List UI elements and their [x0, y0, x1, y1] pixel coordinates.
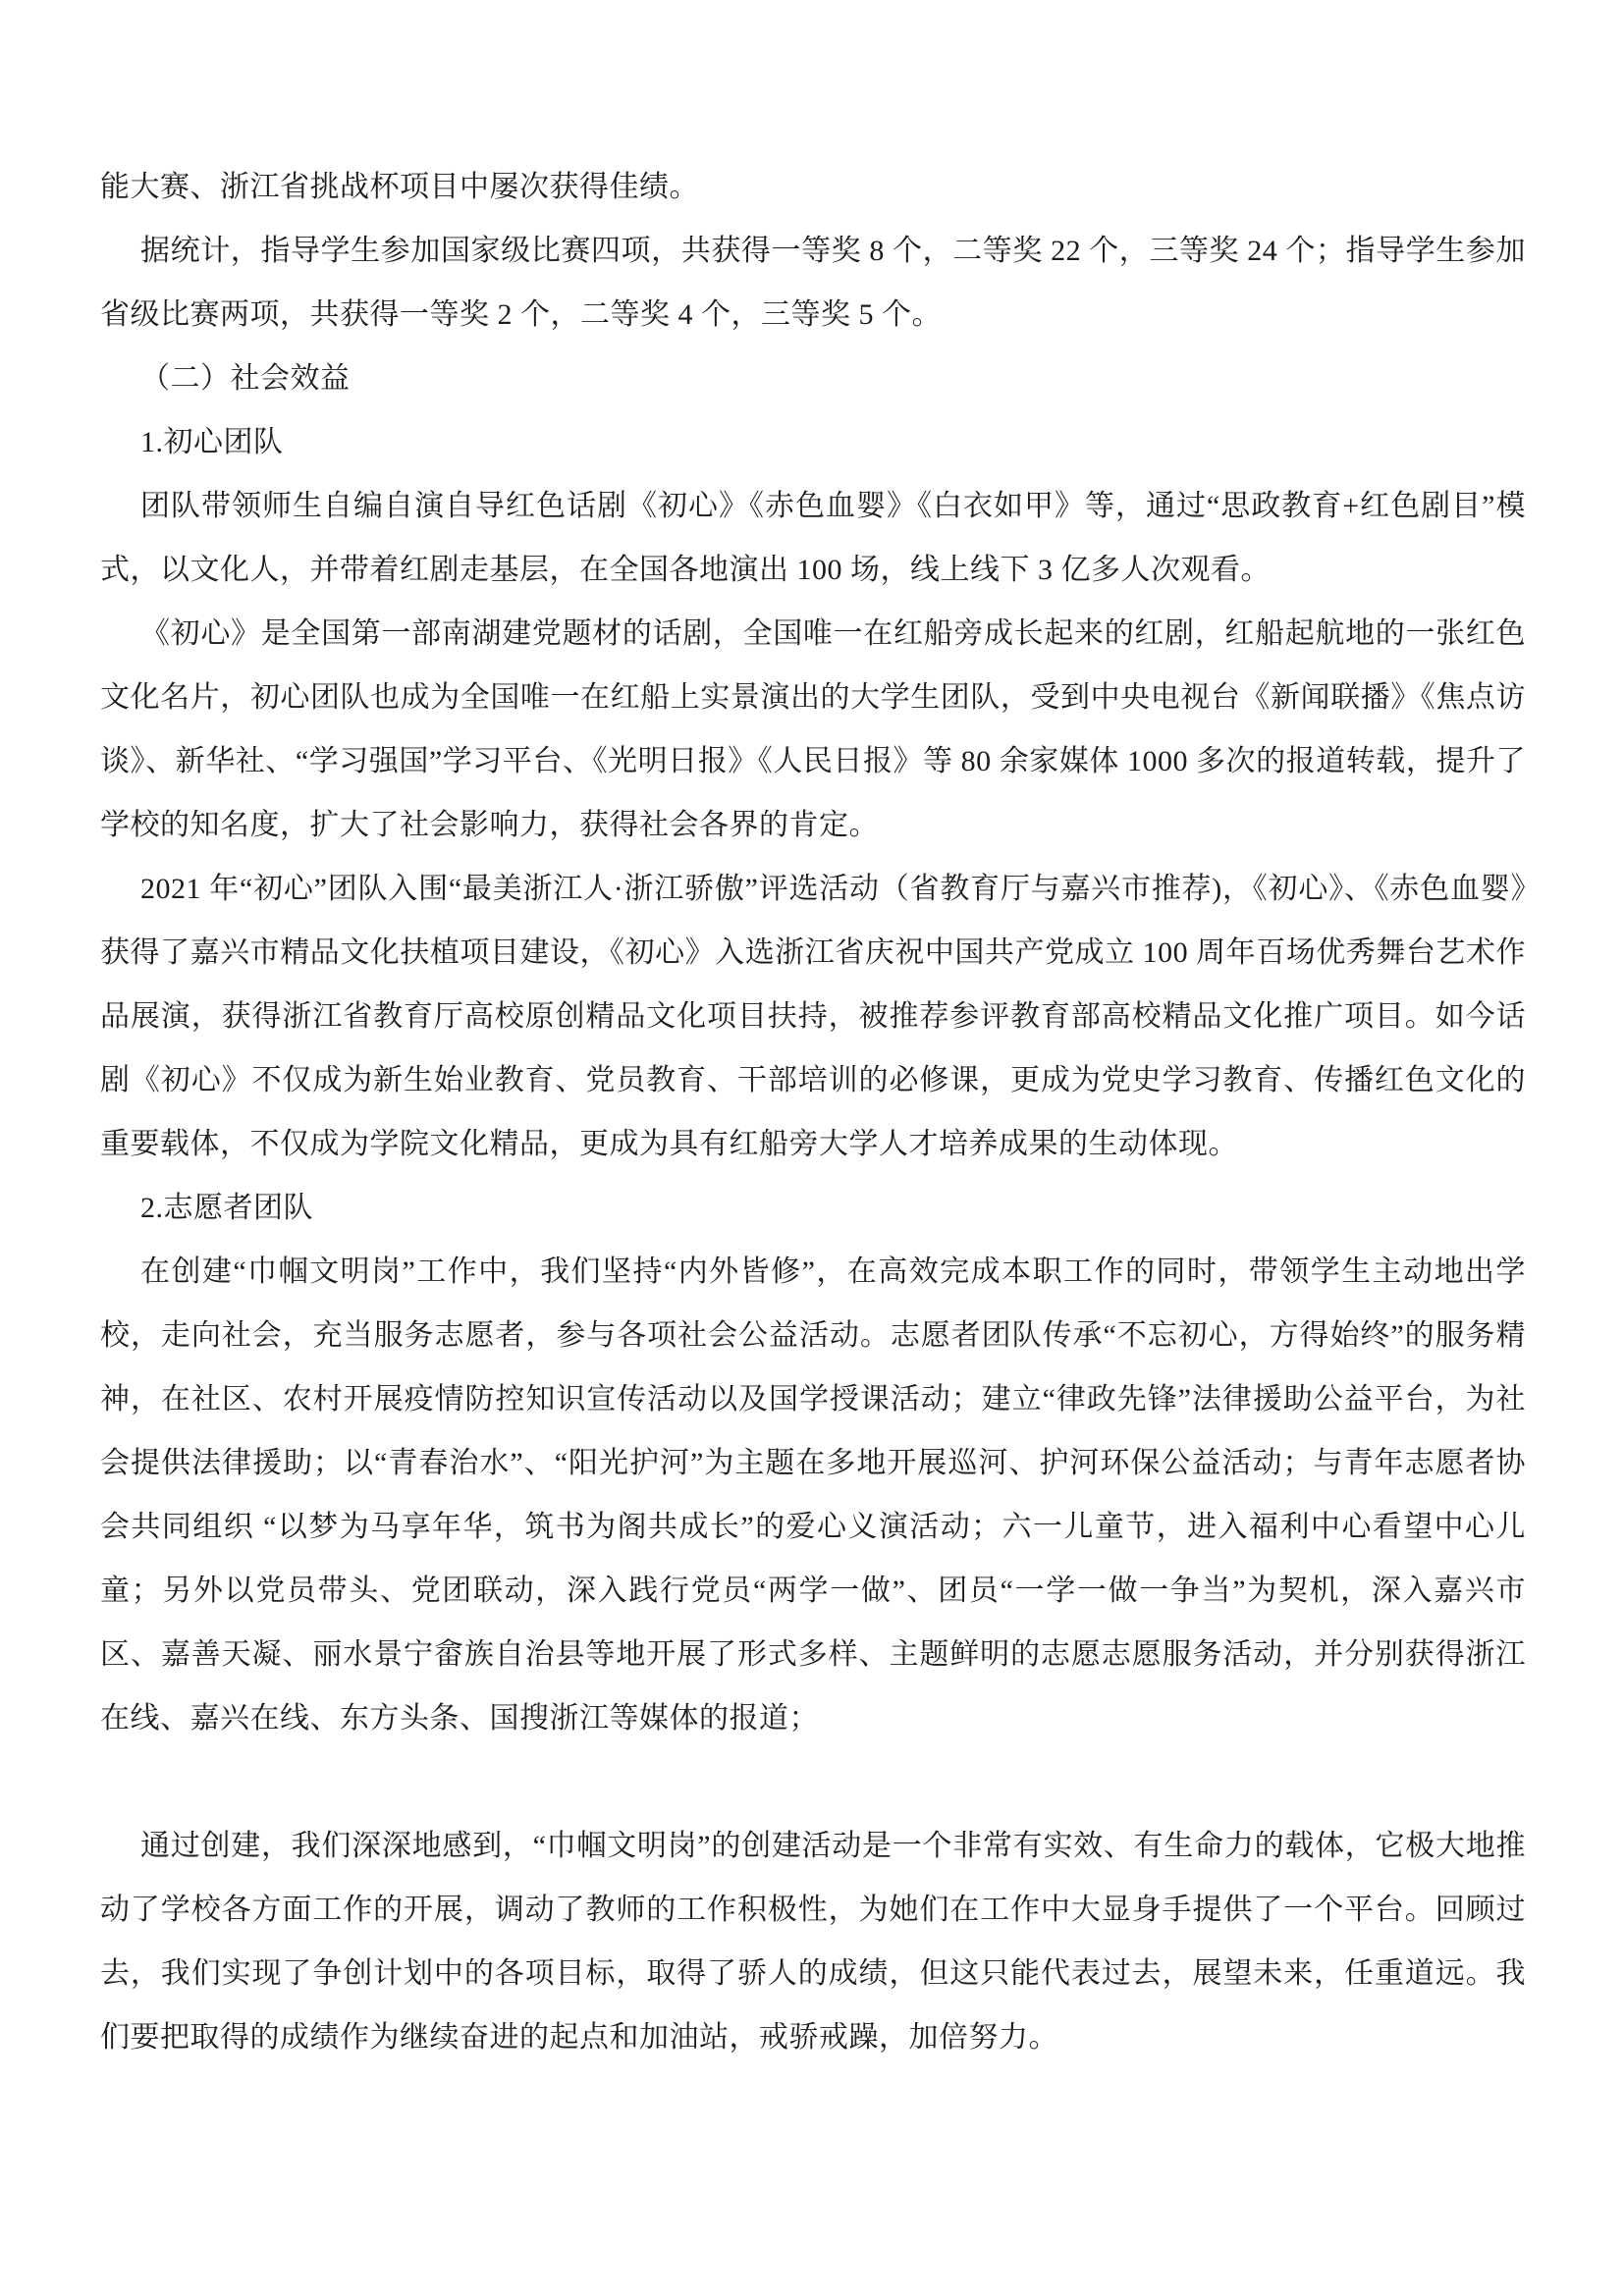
heading-chuxin-team: 1.初心团队: [140, 426, 284, 458]
document-body: [100, 155, 1526, 2069]
paragraph-chuxin-media-coverage: 《初心》是全国第一部南湖建党题材的话剧，全国唯一在红船旁成长起来的红剧，红船起航地的一张红色文化名片，初心团队也成为全国唯一在红船上实景演出的大学生团队，受到中央电视台《新闻联播》《焦点访谈》、新华社、“学习强国”学习平台、《光明日报》《人民日报》等 80 余家媒体 1000 多次的报道转载，提升了学校的知名度，扩大了社会影响力，获得社会各界的肯定。: [100, 617, 1526, 841]
paragraph-conclusion: 通过创建，我们深深地感到，“巾帼文明岗”的创建活动是一个非常有实效、有生命力的载体，它极大地推动了学校各方面工作的开展，调动了教师的工作积极性，为她们在工作中大显身手提供了一个平台。回顾过去，我们实现了争创计划中的各项目标，取得了骄人的成绩，但这只能代表过去，展望未来，任重道远。我们要把取得的成绩作为继续奋进的起点和加油站，戒骄戒躁，加倍努力。: [100, 1830, 1526, 2054]
paragraph-red-drama-overview: 团队带领师生自编自演自导红色话剧《初心》《赤色血婴》《白衣如甲》等，通过“思政教育+红色剧目”模式，以文化人，并带着红剧走基层，在全国各地演出 100 场，线上线下 3 亿多人次观看。: [100, 490, 1526, 586]
paragraph-volunteer-activities: 在创建“巾帼文明岗”工作中，我们坚持“内外皆修”，在高效完成本职工作的同时，带领学生主动地出学校，走向社会，充当服务志愿者，参与各项社会公益活动。志愿者团队传承“不忘初心，方得始终”的服务精神，在社区、农村开展疫情防控知识宣传活动以及国学授课活动；建立“律政先锋”法律援助公益平台，为社会提供法律援助；以“青春治水”、“阳光护河”为主题在多地开展巡河、护河环保公益活动；与青年志愿者协会共同组织 “以梦为马享年华，筑书为阁共成长”的爱心义演活动；六一儿童节，进入福利中心看望中心儿童；另外以党员带头、党团联动，深入践行党员“两学一做”、团员“一学一做一争当”为契机，深入嘉兴市区、嘉善天凝、丽水景宁畲族自治县等地开展了形式多样、主题鲜明的志愿志愿服务活动，并分别获得浙江在线、嘉兴在线、东方头条、国搜浙江等媒体的报道；: [100, 1255, 1526, 1735]
paragraph-chuxin-honors-2021: 2021 年“初心”团队入围“最美浙江人·浙江骄傲”评选活动（省教育厅与嘉兴市推荐)，《初心》、《赤色血婴》获得了嘉兴市精品文化扶植项目建设，《初心》入选浙江省庆祝中国共产党成立 100 周年百场优秀舞台艺术作品展演，获得浙江省教育厅高校原创精品文化项目扶持，被推荐参评教育部高校精品文化推广项目。如今话剧《初心》不仅成为新生始业教育、党员教育、干部培训的必修课，更成为党史学习教育、传播红色文化的重要载体，不仅成为学院文化精品，更成为具有红船旁大学人才培养成果的生动体现。: [100, 873, 1526, 1160]
heading-volunteer-team: 2.志愿者团队: [140, 1192, 313, 1224]
heading-social-benefit: （二）社会效益: [140, 362, 351, 395]
paragraph-competition-results-continuation: 能大赛、浙江省挑战杯项目中屡次获得佳绩。: [100, 171, 699, 203]
blank-line: [100, 1750, 1526, 1814]
paragraph-award-statistics: 据统计，指导学生参加国家级比赛四项，共获得一等奖 8 个，二等奖 22 个，三等奖 24 个；指导学生参加省级比赛两项，共获得一等奖 2 个，二等奖 4 个，三等奖 5 个。: [100, 235, 1526, 331]
